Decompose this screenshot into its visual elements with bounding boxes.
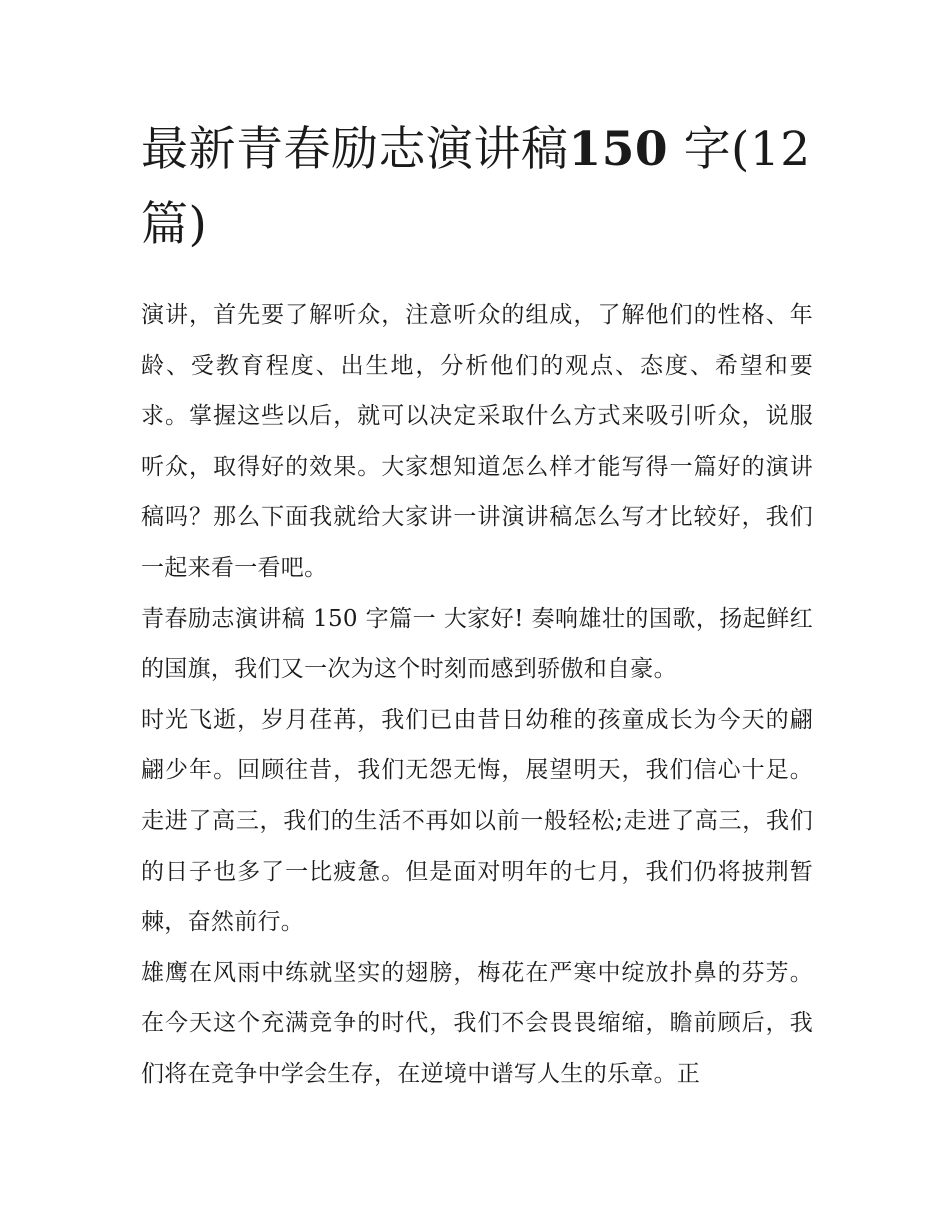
paragraph-time-flies: 时光飞逝，岁月荏苒，我们已由昔日幼稚的孩童成长为今天的翩翩少年。回顾往昔，我们无怨无悔，展望明天，我们信心十足。走进了高三，我们的生活不再如以前一般轻松;走进了高三，我们的日子也多了一比疲惫。但是面对明年的七月，我们仍将披荆暂棘，奋然前行。	[141, 706, 813, 936]
document-page	[141, 112, 813, 1100]
title-text-part1: 最新青春励志演讲稿	[141, 122, 569, 177]
paragraph-speech-opening: 青春励志演讲稿 150 字篇一 大家好! 奏响雄壮的国歌，扬起鲜红的国旗，我们又一次为这个时刻而感到骄傲和自豪。	[141, 605, 813, 683]
paragraph-eagle: 雄鹰在风雨中练就坚实的翅膀，梅花在严寒中绽放扑鼻的芬芳。在今天这个充满竞争的时代，我们不会畏畏缩缩，瞻前顾后，我们将在竞争中学会生存，在逆境中谱写人生的乐章。正	[141, 959, 813, 1087]
document-title	[141, 112, 813, 262]
paragraph-intro: 演讲，首先要了解听众，注意听众的组成，了解他们的性格、年龄、受教育程度、出生地，分析他们的观点、态度、希望和要求。掌握这些以后，就可以决定采取什么方式来吸引听众，说服听众，取得好的效果。大家想知道怎么样才能写得一篇好的演讲稿吗？那么下面我就给大家讲一讲演讲稿怎么写才比较好，我们一起来看一看吧。	[141, 302, 813, 581]
title-text-line2: 篇)	[141, 197, 208, 252]
title-text-part2: 字(12	[683, 122, 811, 177]
title-number: 150	[568, 122, 669, 177]
